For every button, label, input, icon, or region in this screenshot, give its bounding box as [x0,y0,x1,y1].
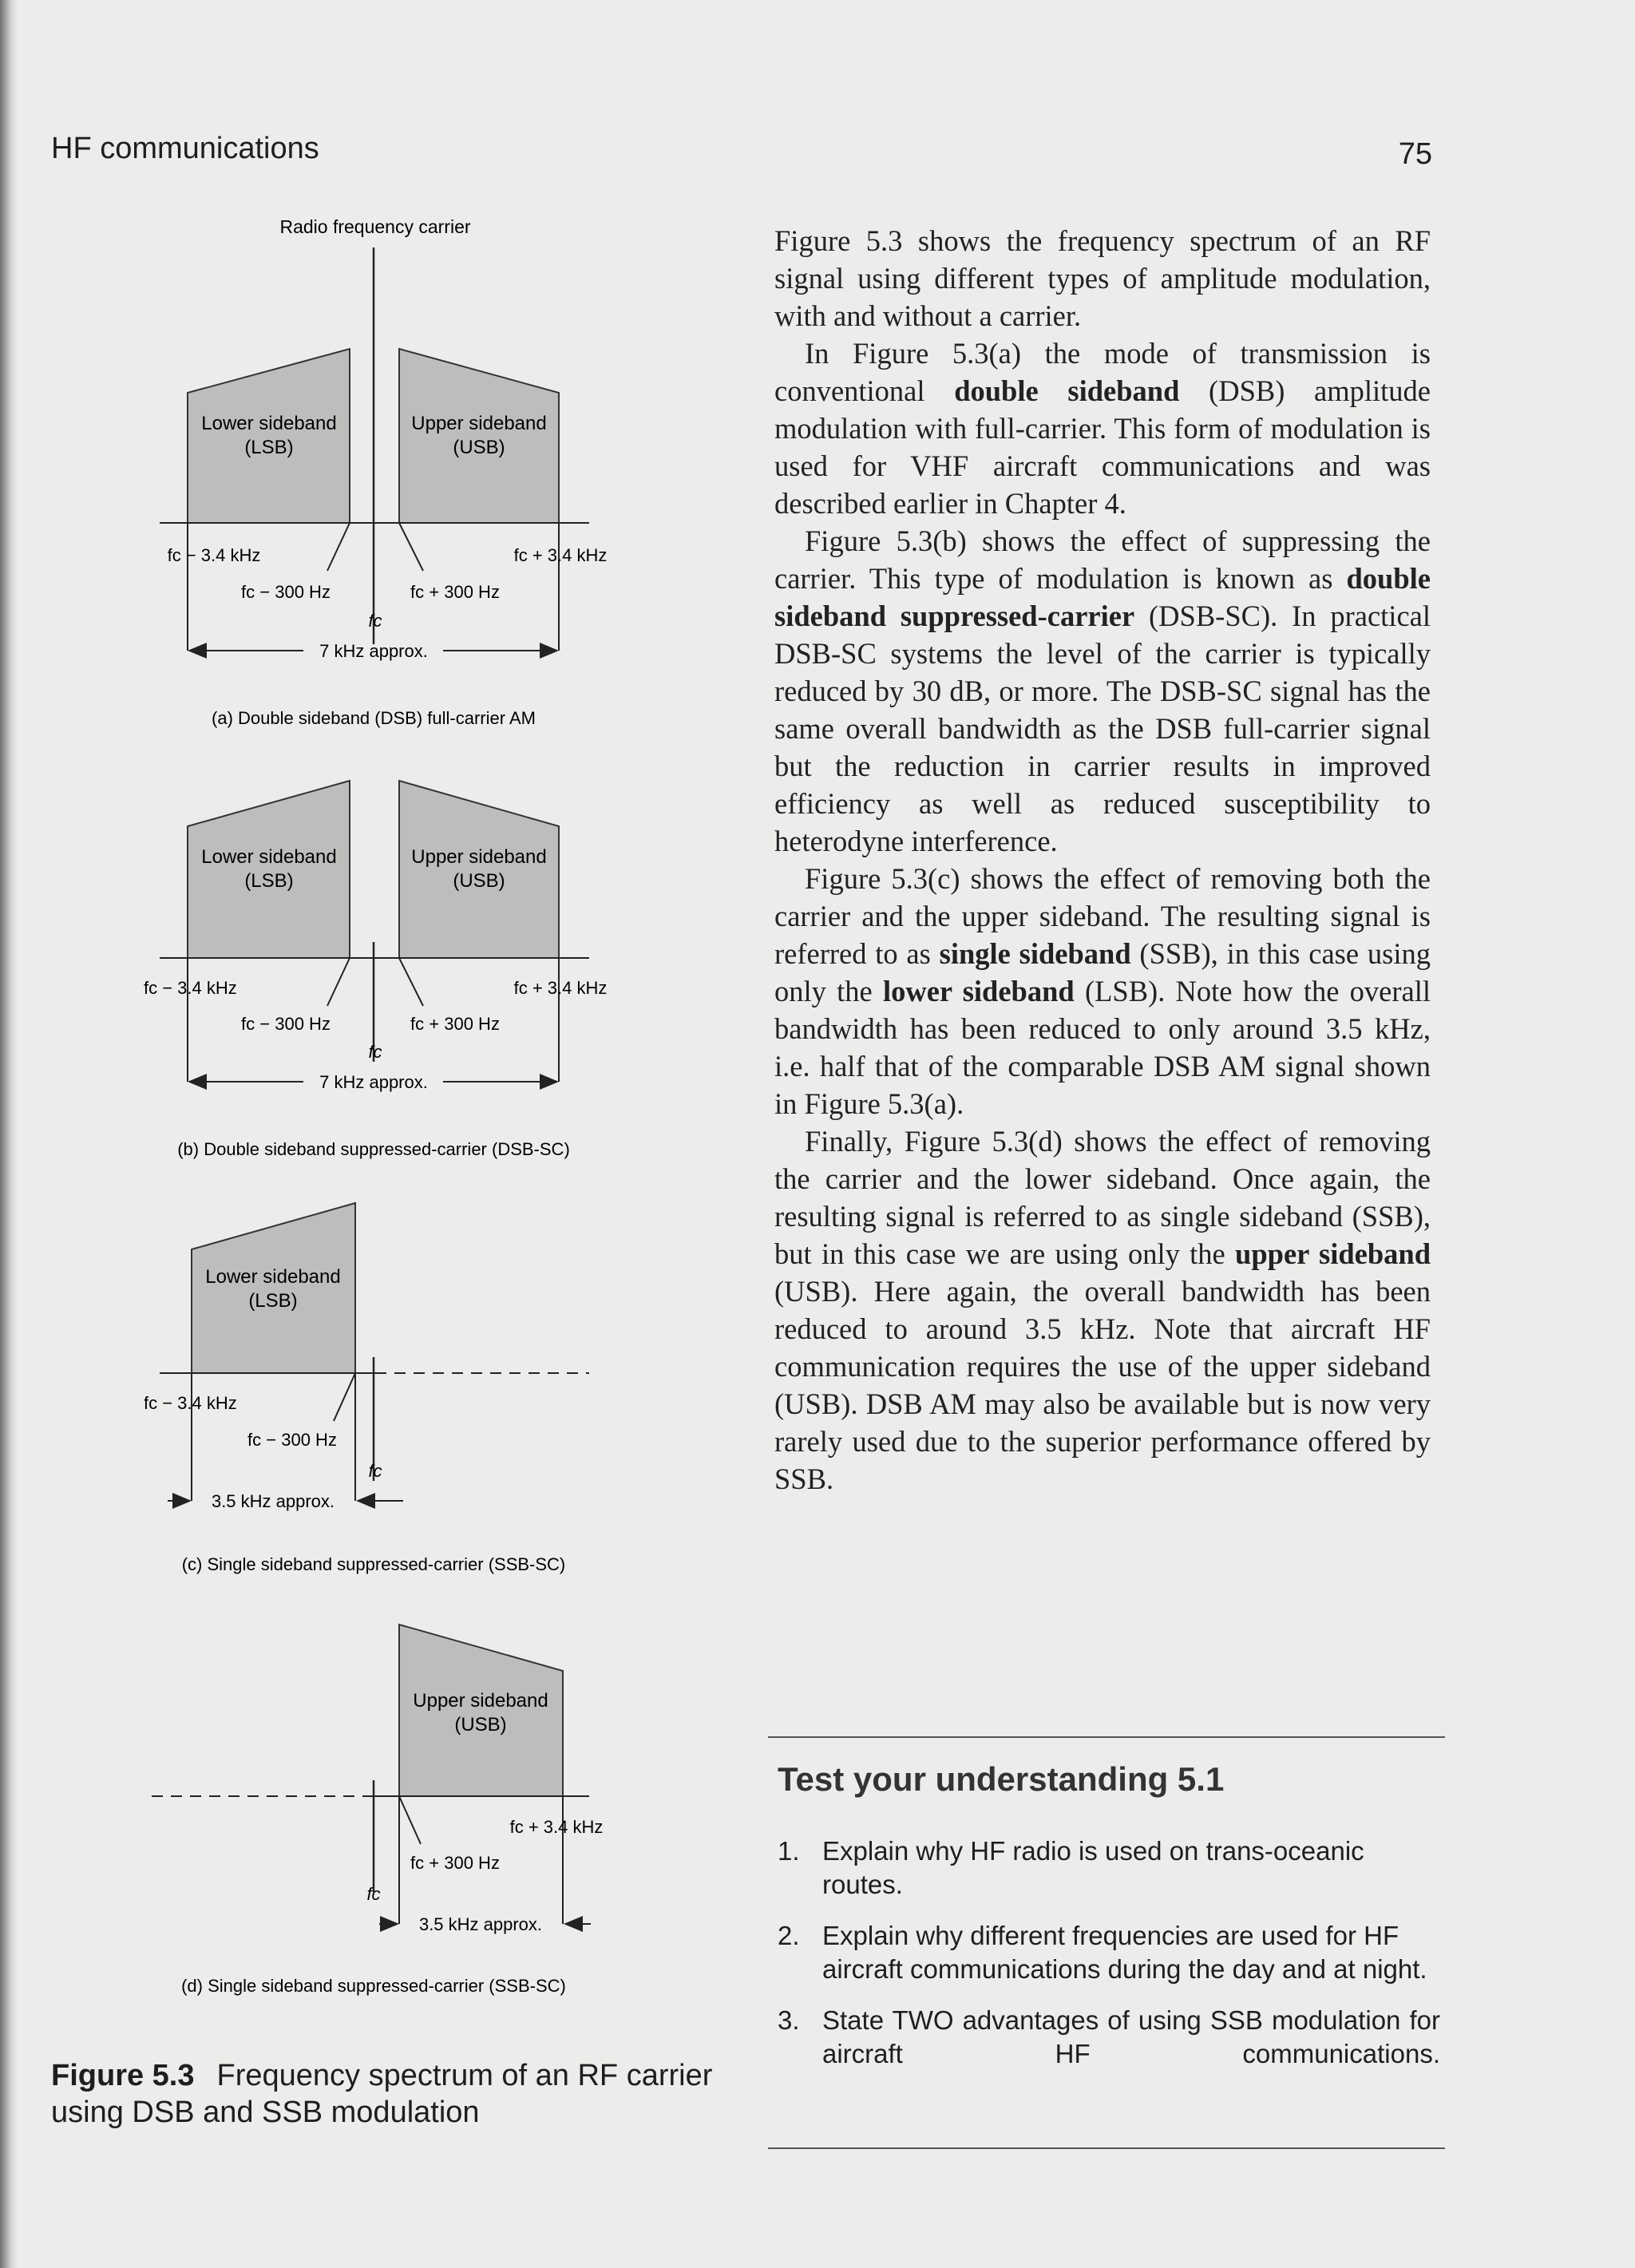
bandwidth-label: 7 kHz approx. [319,1072,428,1092]
page-binding-shadow [0,0,18,2268]
fc-plus-3-4-label: fc + 3.4 kHz [513,545,608,565]
lsb-shape [188,781,350,958]
usb-label: Upper sideband [413,1690,548,1712]
test-your-understanding-title: Test your understanding 5.1 [778,1760,1225,1798]
paragraph-2: In Figure 5.3(a) the mode of transmission is conventional double sideband (DSB) amplitude modulation with full-carrier. This form of modulation is used for VHF aircraft communications and was described earlier in Chapter 4. [774,337,1431,520]
fc-label: fc [366,1884,381,1904]
panel-d-caption: (d) Single sideband suppressed-carrier (SSB-SC) [181,1976,566,1996]
paragraph-3: Figure 5.3(b) shows the effect of suppressing the carrier. This type of modulation is known as double sideband suppressed-carrier (DSB-SC). In practical DSB-SC systems the level of the carrier is typically reduced by 30 dB, or more. The DSB-SC signal has the same overall bandwidth as the DSB full-carrier signal but the reduction in carrier results in improved efficiency as well as reduced susceptibility to heterodyne interference. [774,524,1431,857]
usb-abbr: (USB) [453,437,505,458]
question-1: 1. Explain why HF radio is used on trans-oceanic routes. [778,1836,1364,1899]
usb-label: Upper sideband [411,413,547,434]
fc-minus-3-4-label: fc − 3.4 kHz [167,545,261,565]
fc-minus-3-4-label: fc − 3.4 kHz [144,978,237,998]
figure-5-3 [48,204,734,2135]
lsb-label: Lower sideband [205,1266,341,1288]
carrier-label: Radio frequency carrier [279,216,471,237]
fc-plus-3-4-label: fc + 3.4 kHz [509,1817,604,1837]
body-text [774,222,1431,1498]
fc-minus-3-4-label: fc − 3.4 kHz [144,1393,237,1413]
fc-label: fc [368,611,382,631]
test-box-top-rule [768,1736,1445,1738]
fc-minus-300-label: fc − 300 Hz [247,1430,337,1450]
panel-d [152,1625,603,1996]
paragraph-4: Figure 5.3(c) shows the effect of removing both the carrier and the upper sideband. The resulting signal is referred to as single sideband (SSB), in this case using only the lower sideband (LSB). Note how the overall bandwidth has been reduced to only around 3.5 kHz, i.e. half that of the comparable DSB AM signal shown in Figure 5.3(a). [774,862,1431,1120]
lsb-label: Lower sideband [201,413,337,434]
question-2: 2. Explain why different frequencies are used for HF aircraft communications during the day and at night. [778,1921,1427,1984]
lsb-abbr: (LSB) [244,870,294,892]
fc-label: fc [368,1042,382,1062]
test-questions-list [778,1835,1440,2088]
panel-a [160,216,607,728]
bandwidth-label: 3.5 kHz approx. [418,1914,543,1934]
lsb-shape [188,349,350,523]
page-number: 75 [1398,137,1432,171]
lsb-shape [192,1203,355,1373]
panel-c-caption: (c) Single sideband suppressed-carrier (SSB-SC) [181,1554,566,1574]
fc-minus-300-label: fc − 300 Hz [241,582,331,602]
bandwidth-label: 7 kHz approx. [319,641,428,661]
fc-minus-300-label: fc − 300 Hz [241,1014,331,1034]
test-box-bottom-rule [768,2147,1445,2149]
figure-caption [51,2057,738,2131]
fc-plus-300-label: fc + 300 Hz [410,1014,500,1034]
panel-a-caption: (a) Double sideband (DSB) full-carrier AM [212,708,536,728]
lsb-abbr: (LSB) [248,1290,298,1312]
lsb-label: Lower sideband [201,846,337,868]
spectrum-diagram [48,204,734,2056]
fc-label: fc [368,1461,382,1481]
figure-number: Figure 5.3 [51,2059,195,2092]
paragraph-1: Figure 5.3 shows the frequency spectrum of an RF signal using different types of amplitude modulation, with and without a carrier. [774,224,1431,332]
lsb-abbr: (LSB) [244,437,294,458]
bandwidth-label: 3.5 kHz approx. [211,1491,335,1511]
usb-shape [399,349,559,523]
panel-b [144,781,607,1159]
panel-c [144,1203,589,1574]
fc-plus-300-label: fc + 300 Hz [410,1853,500,1873]
fc-plus-300-label: fc + 300 Hz [410,582,500,602]
running-header: HF communications [51,132,319,165]
question-3: 3. State TWO advantages of using SSB modulation for aircraft HF communications. [778,2005,1440,2068]
panel-b-caption: (b) Double sideband suppressed-carrier (DSB-SC) [177,1139,570,1159]
usb-shape [399,781,559,958]
figure-caption-text: Frequency spectrum of an RF carrier using DSB and SSB modulation [51,2059,713,2129]
usb-label: Upper sideband [411,846,547,868]
paragraph-5: Finally, Figure 5.3(d) shows the effect of removing the carrier and the lower sideband. Once again, the resulting signal is referred to as single sideband (SSB), but in this case we are using only the upper sideband (USB). Here again, the overall bandwidth has been reduced to around 3.5 kHz. Note that aircraft HF communication requires the use of the upper sideband (USB). DSB AM may also be available but is now very rarely used due to the superior performance offered by SSB. [774,1125,1431,1495]
usb-abbr: (USB) [453,870,505,892]
fc-plus-3-4-label: fc + 3.4 kHz [513,978,608,998]
usb-abbr: (USB) [454,1714,507,1736]
